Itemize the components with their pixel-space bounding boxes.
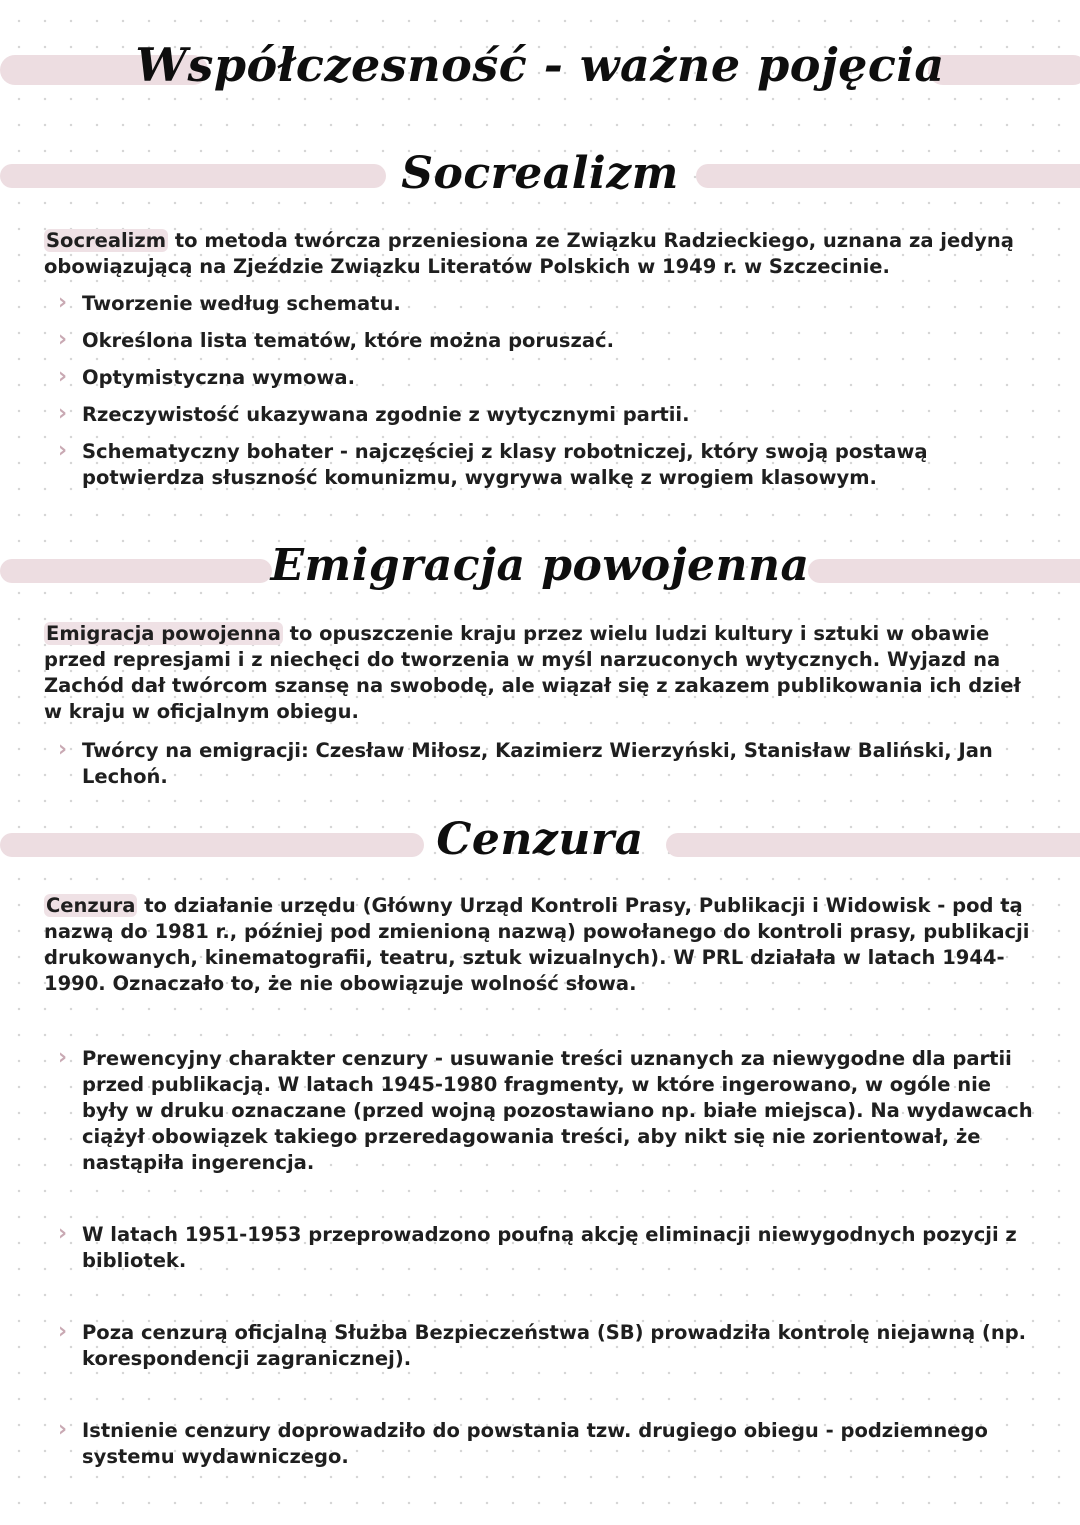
page-title: Współczesność - ważne pojęcia [135,38,945,92]
list-item: › Tworzenie według schematu. [58,290,401,315]
list-item: › Prewencyjny charakter cenzury - usuwanie treści uznanych za niewygodne dla partii przed publikacją. W latach 1945-1980 fragmenty, w które ingerowano, w ogóle nie były w druku oznaczane (przed wojną pozostawiano np. białe miejsca). Na wydawcach ciążył obowiązek takiego przeredagowania treści, aby nikt się nie zorientował, że nastąpiła ingerencja. [58,1045,1033,1174]
list-item: › W latach 1951-1953 przeprowadzono poufną akcję eliminacji niewygodnych pozycji z bibliotek. [58,1221,1017,1272]
chevron-right-icon: › [58,737,68,762]
chevron-right-icon: › [58,364,68,389]
list-item: › Istnienie cenzury doprowadziło do powstania tzw. drugiego obiegu - podziemnego systemu wydawniczego. [58,1417,988,1468]
bullet-list-cenzura [58,1046,1038,1470]
bullet-list-emigracja [58,738,1038,790]
list-item: › Rzeczywistość ukazywana zgodnie z wytycznymi partii. [58,401,690,426]
definition-text: to działanie urzędu (Główny Urząd Kontroli Prasy, Publikacji i Widowisk - pod tą nazwą do 1981 r., później pod zmienioną nazwą) powołanego do kontroli prasy, publikacji drukowanych, kinematografii, teatru, sztuk wizualnych). W PRL działała w latach 1944-1990. Oznaczało to, że nie obowiązuje wolność słowa. [44,894,1030,995]
term-highlight: Socrealizm [46,229,167,252]
chevron-right-icon: › [58,327,68,352]
chevron-right-icon: › [58,1417,68,1442]
chevron-right-icon: › [58,1045,68,1070]
chevron-right-icon: › [58,401,68,426]
section-heading-socrealizm: Socrealizm [401,148,679,199]
chevron-right-icon: › [58,290,68,315]
definition-socrealizm [44,228,1044,280]
list-item: › Poza cenzurą oficjalną Służba Bezpieczeństwa (SB) prowadziła kontrolę niejawną (np. korespondencji zagranicznej). [58,1319,1027,1370]
list-item: › Schematyczny bohater - najczęściej z klasy robotniczej, który swoją postawą potwierdza słuszność komunizmu, wygrywa walkę z wrogiem klasowym. [58,438,928,489]
bullet-list-socrealizm [58,291,1038,491]
term-highlight: Emigracja powojenna [46,622,281,645]
definition-cenzura [44,893,1044,997]
list-item: › Twórcy na emigracji: Czesław Miłosz, Kazimierz Wierzyński, Stanisław Baliński, Jan Lechoń. [58,737,993,788]
section-heading-emigracja: Emigracja powojenna [270,540,810,591]
list-item: › Optymistyczna wymowa. [58,364,355,389]
term-highlight: Cenzura [46,894,136,917]
section-heading-cenzura: Cenzura [436,814,644,865]
chevron-right-icon: › [58,1319,68,1344]
definition-text: to opuszczenie kraju przez wielu ludzi kultury i sztuki w obawie przed represjami i z niechęci do tworzenia w myśl narzuconych wytycznych. Wyjazd na Zachód dał twórcom szansę na swobodę, ale wiązał się z zakazem publikowania ich dzieł w kraju w oficjalnym obiegu. [44,622,1021,723]
list-item: › Określona lista tematów, które można poruszać. [58,327,615,352]
chevron-right-icon: › [58,438,68,463]
definition-emigracja [44,621,1044,725]
definition-text: to metoda twórcza przeniesiona ze Związku Radzieckiego, uznana za jedyną obowiązującą na Zjeździe Związku Literatów Polskich w 1949 r. w Szczecinie. [44,229,1014,278]
chevron-right-icon: › [58,1221,68,1246]
